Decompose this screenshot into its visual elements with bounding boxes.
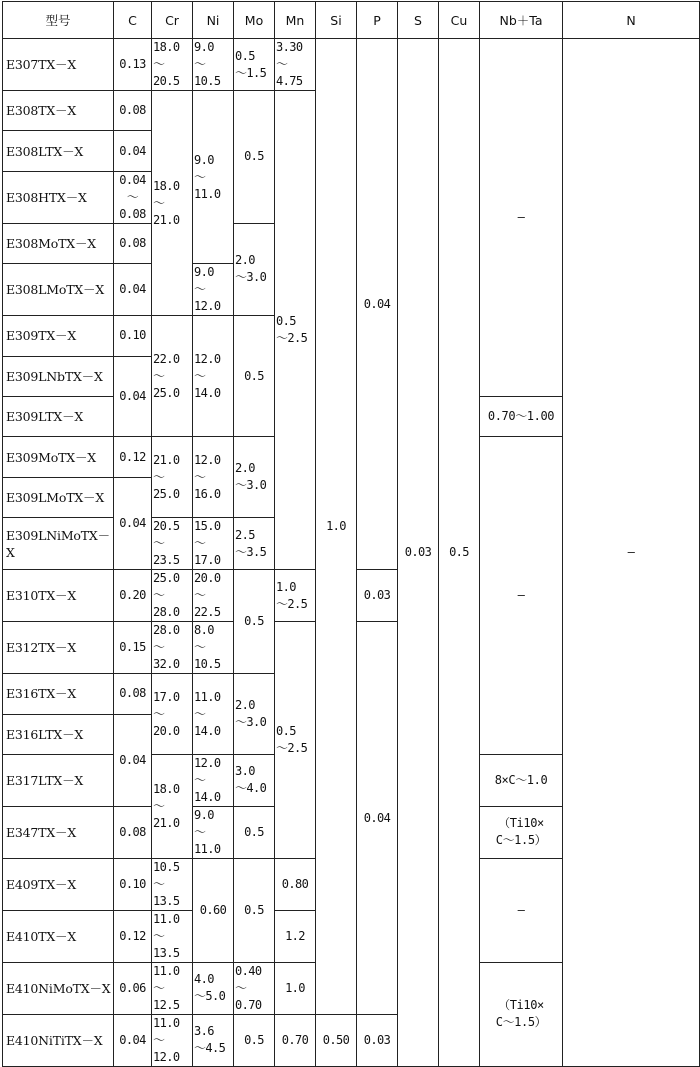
grade-cell: E309LMoTX－X [3, 477, 114, 517]
ni-cell: 12.0 ～16.0 [193, 437, 234, 518]
p-cell: 0.04 [357, 622, 398, 1015]
mo-cell: 0.5 [234, 858, 275, 962]
header-ni: Ni [193, 2, 234, 39]
nbta-cell: — [480, 858, 563, 962]
nbta-cell: （Ti10× C～1.5） [480, 962, 563, 1066]
ni-cell: 9.0 ～12.0 [193, 264, 234, 316]
si-cell: 1.0 [316, 39, 357, 1015]
cr-cell: 11.0 ～12.0 [152, 1014, 193, 1066]
ni-cell: 0.60 [193, 858, 234, 962]
c-cell: 0.04 [114, 1014, 152, 1066]
cr-cell: 22.0 ～25.0 [152, 316, 193, 437]
grade-cell: E309MoTX－X [3, 437, 114, 477]
s-cell: 0.03 [398, 39, 439, 1067]
c-cell: 0.08 [114, 223, 152, 263]
cr-cell: 21.0 ～25.0 [152, 437, 193, 518]
grade-cell: E309LTX－X [3, 396, 114, 436]
nbta-cell: 8×C～1.0 [480, 754, 563, 806]
header-mn: Mn [275, 2, 316, 39]
mo-cell: 0.5 [234, 570, 275, 674]
nbta-cell: 0.70～1.00 [480, 396, 563, 436]
grade-cell: E310TX－X [3, 570, 114, 622]
cr-cell: 11.0 ～12.5 [152, 962, 193, 1014]
c-cell: 0.13 [114, 39, 152, 91]
mo-cell: 2.5 ～3.5 [234, 518, 275, 570]
grade-cell: E307TX－X [3, 39, 114, 91]
c-cell: 0.12 [114, 437, 152, 477]
header-si: Si [316, 2, 357, 39]
mo-cell: 2.0 ～3.0 [234, 437, 275, 518]
mn-cell: 3.30 ～4.75 [275, 39, 316, 91]
header-row [3, 2, 700, 39]
grade-cell: E347TX－X [3, 806, 114, 858]
ni-cell: 9.0 ～11.0 [193, 806, 234, 858]
ni-cell: 8.0 ～10.5 [193, 622, 234, 674]
c-cell: 0.04 [114, 477, 152, 569]
ni-cell: 15.0 ～17.0 [193, 518, 234, 570]
header-grade: 型号 [3, 2, 114, 39]
c-cell: 0.10 [114, 316, 152, 356]
grade-cell: E308HTX－X [3, 171, 114, 223]
grade-cell: E410NiTiTX－X [3, 1014, 114, 1066]
ni-cell: 9.0 ～10.5 [193, 39, 234, 91]
cr-cell: 18.0 ～20.5 [152, 39, 193, 91]
c-cell: 0.10 [114, 858, 152, 910]
mn-cell: 0.80 [275, 858, 316, 910]
mo-cell: 0.5 ～1.5 [234, 39, 275, 91]
c-cell: 0.08 [114, 674, 152, 714]
c-cell: 0.04 [114, 714, 152, 806]
cr-cell: 28.0 ～32.0 [152, 622, 193, 674]
ni-cell: 3.6 ～4.5 [193, 1014, 234, 1066]
cr-cell: 18.0 ～21.0 [152, 754, 193, 858]
grade-cell: E410TX－X [3, 910, 114, 962]
mo-cell: 0.40 ～0.70 [234, 962, 275, 1014]
grade-cell: E308LTX－X [3, 131, 114, 171]
p-cell: 0.03 [357, 570, 398, 622]
cr-cell: 18.0 ～21.0 [152, 91, 193, 316]
mn-cell: 0.5 ～2.5 [275, 91, 316, 570]
c-cell: 0.04 [114, 131, 152, 171]
c-cell: 0.20 [114, 570, 152, 622]
ni-cell: 4.0 ～5.0 [193, 962, 234, 1014]
ni-cell: 20.0 ～22.5 [193, 570, 234, 622]
ni-cell: 12.0 ～14.0 [193, 316, 234, 437]
header-cr: Cr [152, 2, 193, 39]
cr-cell: 10.5 ～13.5 [152, 858, 193, 910]
nbta-cell: — [480, 39, 563, 397]
header-s: S [398, 2, 439, 39]
ni-cell: 11.0 ～14.0 [193, 674, 234, 755]
grade-cell: E308MoTX－X [3, 223, 114, 263]
grade-cell: E409TX－X [3, 858, 114, 910]
c-cell: 0.15 [114, 622, 152, 674]
grade-cell: E316LTX－X [3, 714, 114, 754]
composition-table [2, 1, 700, 1067]
header-nbta: Nb＋Ta [480, 2, 563, 39]
mn-cell: 1.2 [275, 910, 316, 962]
n-cell: — [563, 39, 700, 1067]
c-cell: 0.12 [114, 910, 152, 962]
mo-cell: 0.5 [234, 316, 275, 437]
grade-cell: E309TX－X [3, 316, 114, 356]
table-row [3, 39, 700, 91]
grade-cell: E317LTX－X [3, 754, 114, 806]
mo-cell: 3.0 ～4.0 [234, 754, 275, 806]
mn-cell: 0.5 ～2.5 [275, 622, 316, 859]
c-cell: 0.04 [114, 264, 152, 316]
header-c: C [114, 2, 152, 39]
mo-cell: 0.5 [234, 91, 275, 224]
mn-cell: 0.70 [275, 1014, 316, 1066]
c-cell: 0.06 [114, 962, 152, 1014]
grade-cell: E308TX－X [3, 91, 114, 131]
mo-cell: 2.0 ～3.0 [234, 674, 275, 755]
si-cell: 0.50 [316, 1014, 357, 1066]
ni-cell: 9.0 ～11.0 [193, 91, 234, 264]
mo-cell: 0.5 [234, 806, 275, 858]
cr-cell: 17.0 ～20.0 [152, 674, 193, 755]
nbta-cell: — [480, 437, 563, 755]
mo-cell: 2.0 ～3.0 [234, 223, 275, 315]
c-cell: 0.08 [114, 91, 152, 131]
cr-cell: 25.0 ～28.0 [152, 570, 193, 622]
cr-cell: 11.0 ～13.5 [152, 910, 193, 962]
c-cell: 0.08 [114, 806, 152, 858]
p-cell: 0.04 [357, 39, 398, 570]
grade-cell: E308LMoTX－X [3, 264, 114, 316]
ni-cell: 12.0 ～14.0 [193, 754, 234, 806]
c-cell: 0.04 [114, 356, 152, 437]
header-cu: Cu [439, 2, 480, 39]
cu-cell: 0.5 [439, 39, 480, 1067]
header-mo: Mo [234, 2, 275, 39]
mo-cell: 0.5 [234, 1014, 275, 1066]
grade-cell: E316TX－X [3, 674, 114, 714]
header-p: P [357, 2, 398, 39]
p-cell: 0.03 [357, 1014, 398, 1066]
cr-cell: 20.5 ～23.5 [152, 518, 193, 570]
mn-cell: 1.0 [275, 962, 316, 1014]
header-n: N [563, 2, 700, 39]
nbta-cell: （Ti10× C～1.5） [480, 806, 563, 858]
c-cell: 0.04 ～0.08 [114, 171, 152, 223]
grade-cell: E309LNiMoTX－X [3, 518, 114, 570]
grade-cell: E410NiMoTX－X [3, 962, 114, 1014]
mn-cell: 1.0 ～2.5 [275, 570, 316, 622]
grade-cell: E312TX－X [3, 622, 114, 674]
grade-cell: E309LNbTX－X [3, 356, 114, 396]
